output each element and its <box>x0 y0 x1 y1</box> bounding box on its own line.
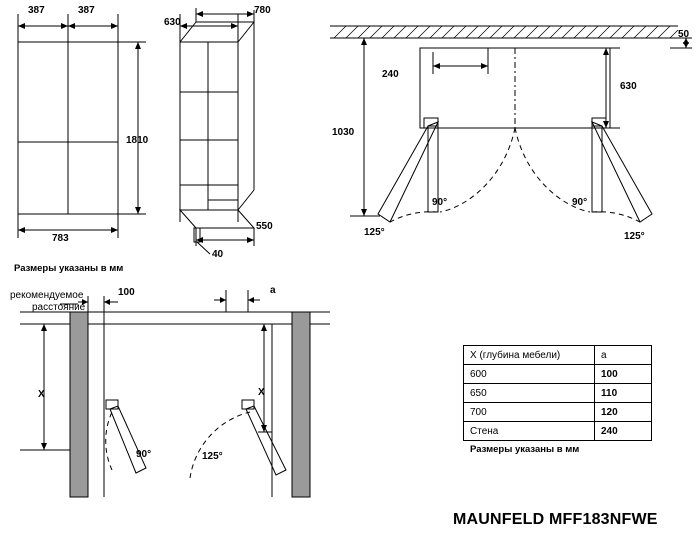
front-height-label: 1810 <box>126 135 149 146</box>
table-header-depth: X (глубина мебели) <box>464 346 595 365</box>
angle-90-left-label: 90° <box>432 197 448 208</box>
table-row <box>464 365 652 384</box>
plan-angle-90-label: 90° <box>136 449 152 460</box>
table-row <box>464 384 652 403</box>
table-cell-depth: 650 <box>464 384 595 403</box>
installation-plan-drawing <box>0 282 420 527</box>
front-view-drawing <box>0 0 170 260</box>
front-total-width-label: 783 <box>52 233 69 244</box>
angle-125-right-label: 125° <box>624 231 645 242</box>
recommended-distance-line1: рекомендуемое <box>10 290 84 301</box>
door-open-depth-label: 630 <box>620 81 637 92</box>
table-row <box>464 403 652 422</box>
wall-gap-label: 50 <box>678 29 690 40</box>
top-view-door-swing-drawing <box>320 0 700 265</box>
units-note-top: Размеры указаны в мм <box>14 263 124 274</box>
units-note-bottom: Размеры указаны в мм <box>470 444 580 455</box>
table-cell-a: 240 <box>595 422 652 441</box>
dim-x-left-label: X <box>38 389 45 400</box>
front-width-right-label: 387 <box>78 5 95 16</box>
niche-gap-label: 100 <box>118 287 135 298</box>
table-cell-depth: 600 <box>464 365 595 384</box>
table-cell-depth: Стена <box>464 422 595 441</box>
recommended-distance-line2: расстояние <box>32 302 86 313</box>
table-header-row <box>464 346 652 365</box>
dim-a-label: a <box>270 285 276 296</box>
depth-spec-table <box>463 345 652 441</box>
angle-90-right-label: 90° <box>572 197 588 208</box>
cabinet-width-label: 1030 <box>332 127 355 138</box>
table-header-a: a <box>595 346 652 365</box>
table-row <box>464 422 652 441</box>
side-depth-total-label: 780 <box>254 5 271 16</box>
table-cell-depth: 700 <box>464 403 595 422</box>
angle-125-left-label: 125° <box>364 227 385 238</box>
model-label: MAUNFELD MFF183NFWE <box>453 511 658 528</box>
side-view-drawing <box>150 0 310 270</box>
table-cell-a: 120 <box>595 403 652 422</box>
plan-angle-125-label: 125° <box>202 451 223 462</box>
side-depth-body-label: 630 <box>164 17 181 28</box>
table-cell-a: 100 <box>595 365 652 384</box>
side-depth-base-label: 550 <box>256 221 273 232</box>
front-width-left-label: 387 <box>28 5 45 16</box>
door-offset-label: 240 <box>382 69 399 80</box>
dim-x-right-label: X <box>258 387 265 398</box>
table-cell-a: 110 <box>595 384 652 403</box>
side-foot-label: 40 <box>212 249 224 260</box>
